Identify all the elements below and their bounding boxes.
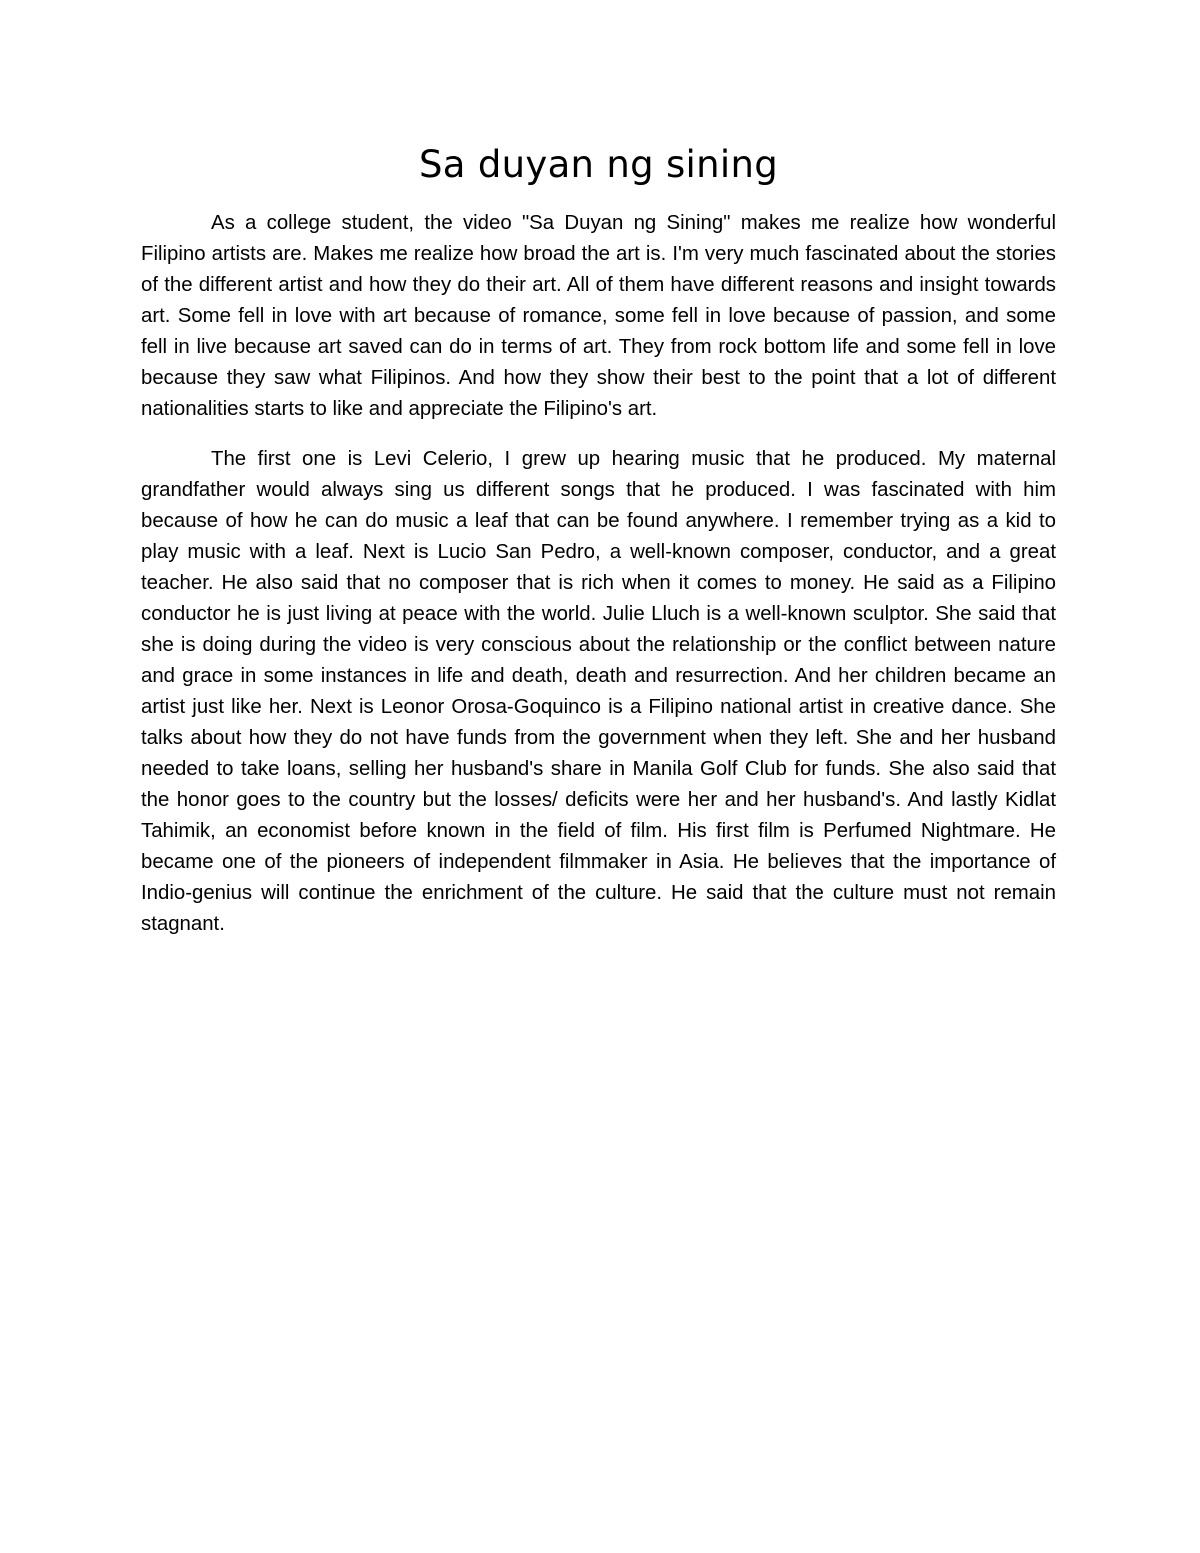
document-title: Sa duyan ng sining: [419, 143, 778, 186]
document-body: [141, 208, 1056, 940]
paragraph-intro: As a college student, the video "Sa Duyan ng Sining" makes me realize how wonderful Filipino artists are. Makes me realize how broad the art is. I'm very much fascinated about the stories of the different artist and how they do their art. All of them have different reasons and insight towards art. Some fell in love with art because of romance, some fell in love because of passion, and some fell in live because art saved can do in terms of art. They from rock bottom life and some fell in love because they saw what Filipinos. And how they show their best to the point that a lot of different nationalities starts to like and appreciate the Filipino's art.: [141, 212, 1056, 420]
paragraph-artists: The first one is Levi Celerio, I grew up hearing music that he produced. My maternal grandfather would always sing us different songs that he produced. I was fascinated with him because of how he can do music a leaf that can be found anywhere. I remember trying as a kid to play music with a leaf. Next is Lucio San Pedro, a well-known composer, conductor, and a great teacher. He also said that no composer that is rich when it comes to money. He said as a Filipino conductor he is just living at peace with the world. Julie Lluch is a well-known sculptor. She said that she is doing during the video is very conscious about the relationship or the conflict between nature and grace in some instances in life and death, death and resurrection. And her children became an artist just like her. Next is Leonor Orosa-Goquinco is a Filipino national artist in creative dance. She talks about how they do not have funds from the government when they left. She and her husband needed to take loans, selling her husband's share in Manila Golf Club for funds. She also said that the honor goes to the country but the losses/ deficits were her and her husband's. And lastly Kidlat Tahimik, an economist before known in the field of film. His first film is Perfumed Nightmare. He became one of the pioneers of independent filmmaker in Asia. He believes that the importance of Indio-genius will continue the enrichment of the culture. He said that the culture must not remain stagnant.: [141, 448, 1056, 935]
